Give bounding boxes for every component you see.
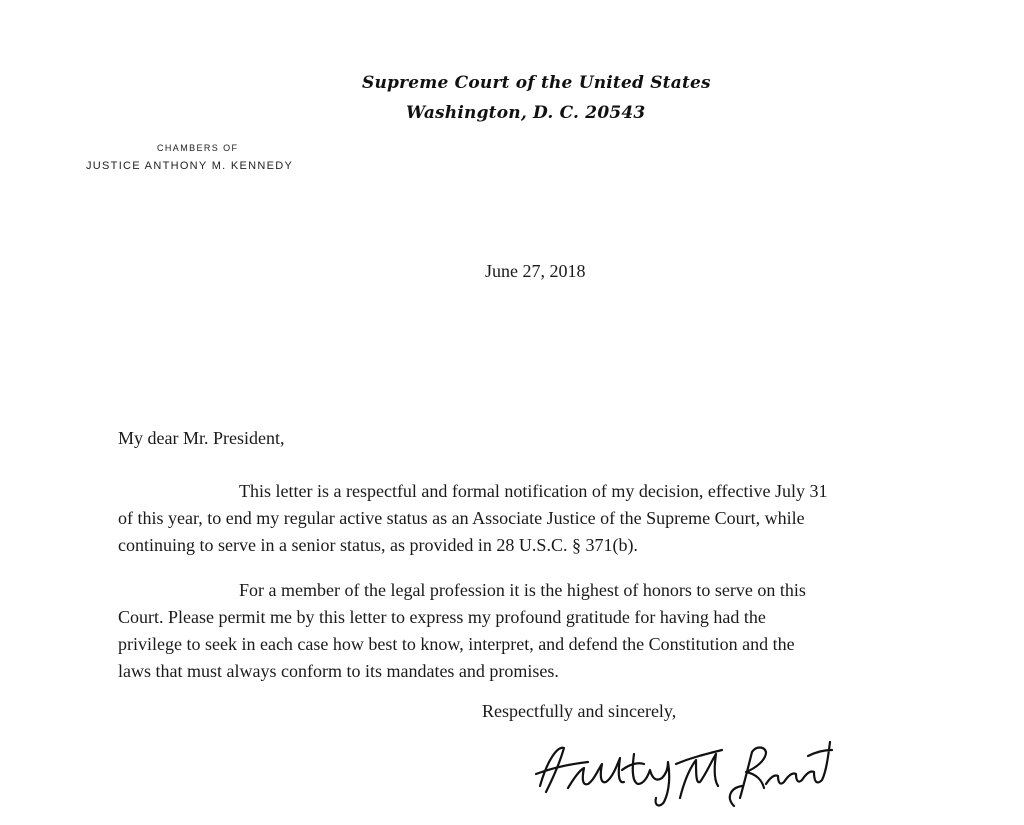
paragraph-2 <box>118 577 908 685</box>
paragraph-1-line-1: This letter is a respectful and formal notification of my decision, effective July 31 <box>239 481 828 501</box>
paragraph-1 <box>118 478 908 559</box>
signature <box>530 728 840 818</box>
signature-strokes <box>536 742 832 806</box>
paragraph-1-line-3: continuing to serve in a senior status, as provided in 28 U.S.C. § 371(b). <box>118 535 638 555</box>
letter-date: June 27, 2018 <box>485 261 586 281</box>
signature-stroke-m <box>676 750 722 798</box>
court-name: Supreme Court of the United States <box>362 73 711 93</box>
signature-drawing <box>530 728 840 818</box>
justice-name: JUSTICE ANTHONY M. KENNEDY <box>86 160 294 172</box>
signature-stroke-k <box>730 748 766 807</box>
court-location: Washington, D. C. 20543 <box>406 103 646 123</box>
paragraph-1-line-2: of this year, to end my regular active status as an Associate Justice of the Supreme Court, while <box>118 508 805 528</box>
paragraph-2-line-3: privilege to seek in each case how best to know, interpret, and defend the Constitution and the <box>118 634 795 654</box>
chambers-label: CHAMBERS OF <box>157 143 239 153</box>
signature-stroke-ennedy <box>766 742 832 784</box>
signature-stroke-c <box>622 754 669 805</box>
paragraph-2-line-1: For a member of the legal profession it is the highest of honors to serve on this <box>239 580 806 600</box>
salutation: My dear Mr. President, <box>118 428 285 448</box>
paragraph-2-line-2: Court. Please permit me by this letter to express my profound gratitude for having had the <box>118 607 766 627</box>
closing: Respectfully and sincerely, <box>482 701 677 721</box>
paragraph-2-line-4: laws that must always conform to its mandates and promises. <box>118 661 559 681</box>
